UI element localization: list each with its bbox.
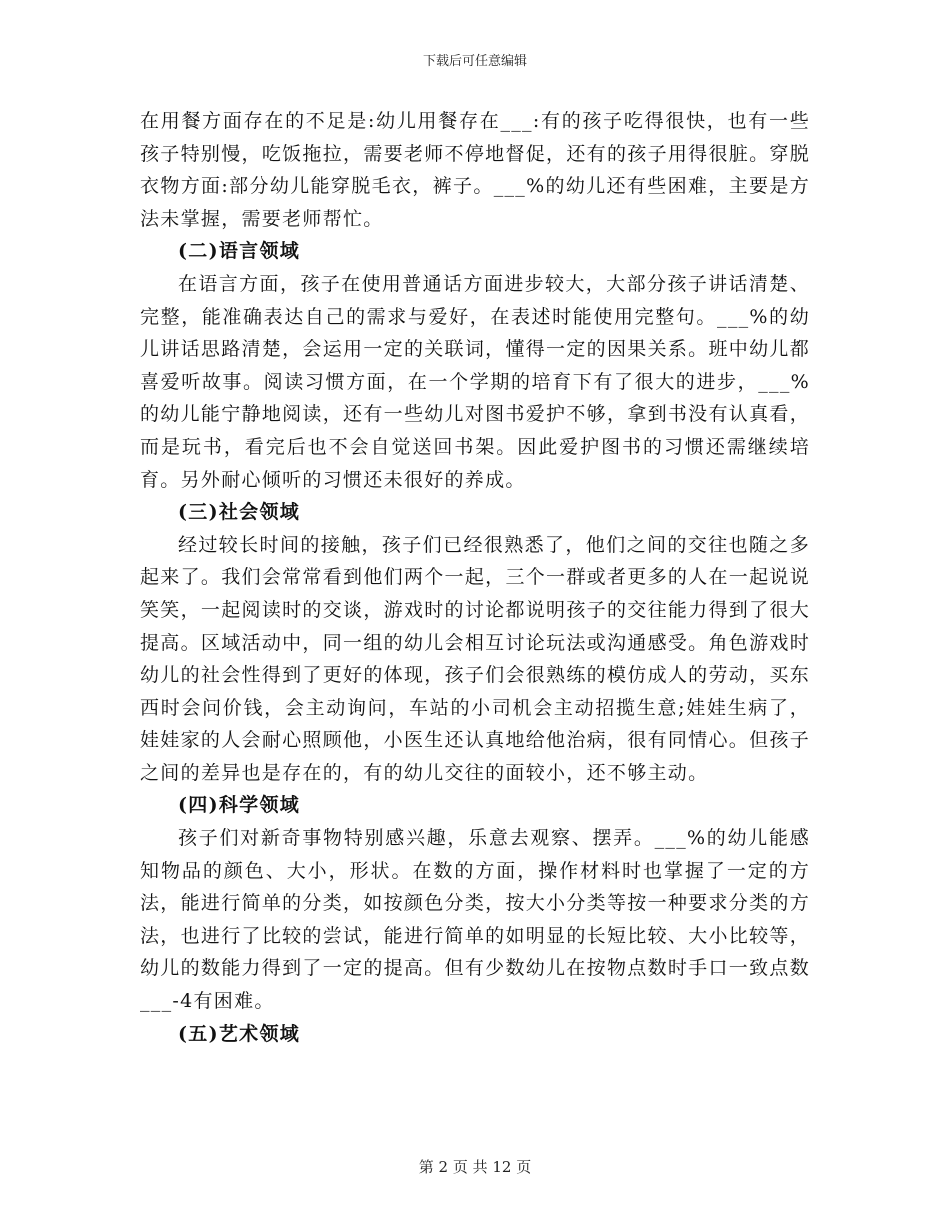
document-body [140,105,810,1050]
page-footer: 第 2 页 共 12 页 [418,1158,532,1176]
paragraph-science: 孩子们对新奇事物特别感兴趣，乐意去观察、摆弄。___%的幼儿能感知物品的颜色、大小，形状。在数的方面，操作材料时也掌握了一定的方法，能进行简单的分类，如按颜色分类，按大小分类等按一种要求分类的方法，也进行了比较的尝试，能进行简单的如明显的长短比较、大小比较等，幼儿的数能力得到了一定的提高。但有少数幼儿在按物点数时手口一致点数___-4有困难。 [140,827,810,1013]
paragraph-social: 经过较长时间的接触，孩子们已经很熟悉了，他们之间的交往也随之多起来了。我们会常常看到他们两个一起，三个一群或者更多的人在一起说说笑笑，一起阅读时的交谈，游戏时的讨论都说明孩子的交往能力得到了很大提高。区域活动中，同一组的幼儿会相互讨论玩法或沟通感受。角色游戏时幼儿的社会性得到了更好的体现，孩子们会很熟练的模仿成人的劳动，买东西时会问价钱，会主动询问，车站的小司机会主动招揽生意;娃娃生病了，娃娃家的人会耐心照顾他，小医生还认真地给他治病，很有同情心。但孩子之间的差异也是存在的，有的幼儿交往的面较小，还不够主动。 [140,533,810,784]
paragraph-dining: 在用餐方面存在的不足是:幼儿用餐存在___:有的孩子吃得很快，也有一些孩子特别慢，吃饭拖拉，需要老师不停地督促，还有的孩子用得很脏。穿脱衣物方面:部分幼儿能穿脱毛衣，裤子。___%的幼儿还有些困难，主要是方法未掌握，需要老师帮忙。 [140,110,810,230]
section-heading-social: (三)社会领域 [178,501,301,524]
section-heading-language: (二)语言领域 [178,240,301,263]
paragraph-language: 在语言方面，孩子在使用普通话方面进步较大，大部分孩子讲话清楚、完整，能准确表达自己的需求与爱好，在表述时能使用完整句。___%的幼儿讲话思路清楚，会运用一定的关联词，懂得一定的因果关系。班中幼儿都喜爱听故事。阅读习惯方面，在一个学期的培育下有了很大的进步，___%的幼儿能宁静地阅读，还有一些幼儿对图书爱护不够，拿到书没有认真看，而是玩书，看完后也不会自觉送回书架。因此爱护图书的习惯还需继续培育。另外耐心倾听的习惯还未很好的养成。 [140,272,810,491]
section-heading-science: (四)科学领域 [178,794,301,817]
page-header: 下载后可任意编辑 [422,54,527,69]
section-heading-art: (五)艺术领域 [178,1022,301,1045]
